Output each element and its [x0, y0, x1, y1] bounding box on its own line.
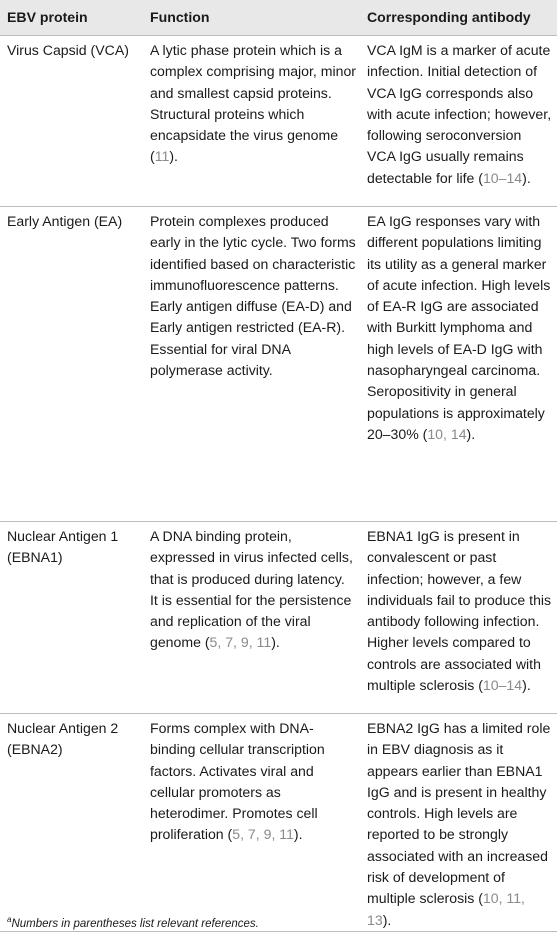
table-footnote: [7, 915, 259, 930]
antibody-text: EBNA1 IgG is present in convalescent or past infection; however, a few individuals fail to produce this antibody following infection. Higher levels compared to controls are associated with multiple sclerosis (: [367, 528, 552, 694]
function-close: ).: [169, 148, 178, 165]
function-text: A DNA binding protein, expressed in virus infected cells, that is produced during latency. It is essential for the persistence and replication of the viral genome (: [150, 528, 353, 651]
protein-cell: Early Antigen (EA): [0, 207, 143, 522]
antibody-cell: [360, 522, 557, 714]
function-text: Forms complex with DNA-binding cellular transcription factors. Activates viral and cellular promoters as heterodimer. Promotes cell proliferation (: [150, 720, 325, 843]
antibody-cell: [360, 36, 557, 207]
protein-cell: Virus Capsid (VCA): [0, 36, 143, 207]
reference-link[interactable]: 10, 11, 13: [367, 890, 525, 928]
table-row: [0, 207, 557, 522]
footnote-marker: a: [7, 915, 12, 925]
table-row: [0, 36, 557, 207]
header-corresponding-antibody: Corresponding antibody: [360, 0, 557, 36]
function-cell: [143, 714, 360, 932]
protein-cell: Nuclear Antigen 1 (EBNA1): [0, 522, 143, 714]
function-cell: [143, 36, 360, 207]
antibody-text: EBNA2 IgG has a limited role in EBV diagnosis as it appears earlier than EBNA1 IgG and is present in healthy controls. High levels are reported to be strongly associated with an increased risk of development of multiple sclerosis (: [367, 720, 551, 907]
table-row: [0, 714, 557, 932]
function-close: ).: [271, 634, 280, 651]
reference-link[interactable]: 5, 7, 9, 11: [209, 634, 272, 651]
table-header: [0, 0, 557, 36]
antibody-close: ).: [466, 425, 476, 442]
header-ebv-protein: EBV protein: [0, 0, 143, 36]
antibody-text: VCA IgM is a marker of acute infection. Initial detection of VCA IgG corresponds also with acute infection; however, following seroconversion VCA IgG usually remains detectable for life (: [367, 42, 552, 186]
protein-cell: Nuclear Antigen 2 (EBNA2): [0, 714, 143, 932]
antibody-close: ).: [522, 677, 531, 694]
table-body: [0, 36, 557, 932]
reference-link[interactable]: 11: [154, 148, 170, 165]
reference-link[interactable]: 10–14: [482, 169, 523, 186]
footnote-text: Numbers in parentheses list relevant references.: [11, 918, 259, 930]
reference-link[interactable]: 10–14: [482, 677, 523, 694]
function-close: ).: [293, 826, 303, 843]
antibody-cell: [360, 207, 557, 522]
header-row: [0, 0, 557, 36]
function-text: Protein complexes produced early in the lytic cycle. Two forms identified based on characteristic immunofluorescence patterns. Early antigen diffuse (EA-D) and Early antigen restricted (EA-R). Essential for viral DNA polymerase activity.: [150, 213, 356, 379]
header-function: Function: [143, 0, 360, 36]
table-row: [0, 522, 557, 714]
function-cell: [143, 207, 360, 522]
reference-link[interactable]: 5, 7, 9, 11: [232, 826, 294, 843]
function-text: A lytic phase protein which is a complex comprising major, minor and smallest capsid proteins. Structural proteins which encapsidate the virus genome (: [150, 42, 356, 165]
function-cell: [143, 522, 360, 714]
antibody-close: ).: [382, 911, 392, 928]
antibody-cell: [360, 714, 557, 932]
reference-link[interactable]: 10, 14: [427, 425, 467, 442]
antibody-close: ).: [522, 169, 531, 186]
antibody-text: EA IgG responses vary with different populations limiting its utility as a general marker of acute infection. High levels of EA-R IgG are associated with Burkitt lymphoma and high levels of EA-D IgG with nasopharyngeal carcinoma. Seropositivity in general populations is approximately 20–30% (: [367, 213, 551, 442]
